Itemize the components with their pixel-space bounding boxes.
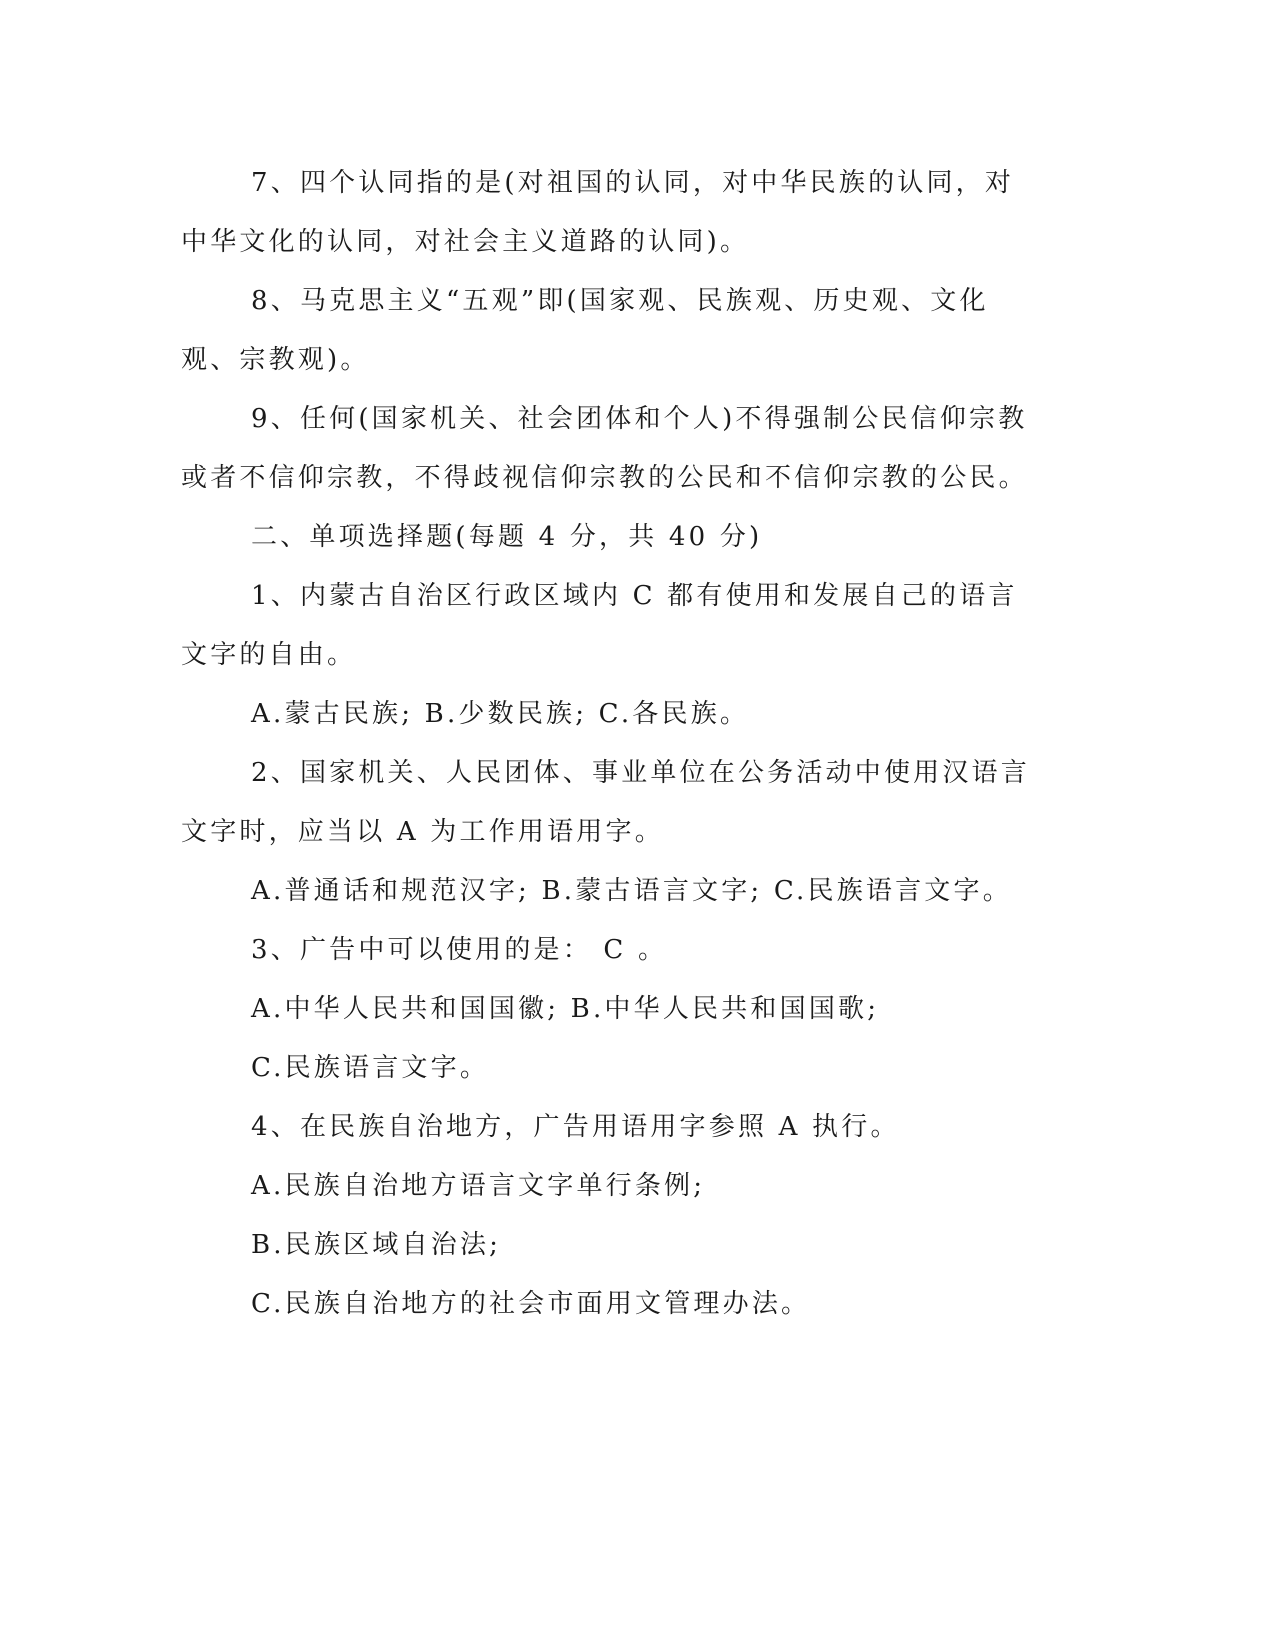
choice-question-2: 2、国家机关、人民团体、事业单位在公务活动中使用汉语言文字时，应当以 A 为工作用语用字。 <box>181 758 1030 847</box>
document-body <box>181 154 1041 1334</box>
choice-question-3: 3、广告中可以使用的是： C 。 <box>251 935 668 965</box>
choice-question-1-options: A.蒙古民族; B.少数民族; C.各民族。 <box>251 699 750 729</box>
choice-question-4: 4、在民族自治地方，广告用语用字参照 A 执行。 <box>251 1112 900 1142</box>
choice-question-3-option-c: C.民族语言文字。 <box>251 1053 490 1083</box>
choice-question-4-option-c: C.民族自治地方的社会市面用文管理办法。 <box>251 1289 811 1319</box>
choice-question-4-option-a: A.民族自治地方语言文字单行条例; <box>251 1171 706 1201</box>
choice-question-3-options-ab: A.中华人民共和国国徽; B.中华人民共和国国歌; <box>251 994 880 1024</box>
choice-question-1: 1、内蒙古自治区行政区域内 C 都有使用和发展自己的语言文字的自由。 <box>181 581 1018 670</box>
question-9-paragraph: 9、任何(国家机关、社会团体和个人)不得强制公民信仰宗教或者不信仰宗教，不得歧视信仰宗教的公民和不信仰宗教的公民。 <box>181 404 1028 493</box>
choice-question-4-option-b: B.民族区域自治法; <box>251 1230 502 1260</box>
section-heading-single-choice: 二、单项选择题(每题 4 分，共 40 分) <box>251 522 763 552</box>
question-8-paragraph: 8、马克思主义“五观”即(国家观、民族观、历史观、文化观、宗教观)。 <box>181 286 989 375</box>
choice-question-2-options: A.普通话和规范汉字; B.蒙古语言文字; C.民族语言文字。 <box>251 876 1012 906</box>
question-7-paragraph: 7、四个认同指的是(对祖国的认同，对中华民族的认同，对中华文化的认同，对社会主义道路的认同)。 <box>181 168 1015 257</box>
